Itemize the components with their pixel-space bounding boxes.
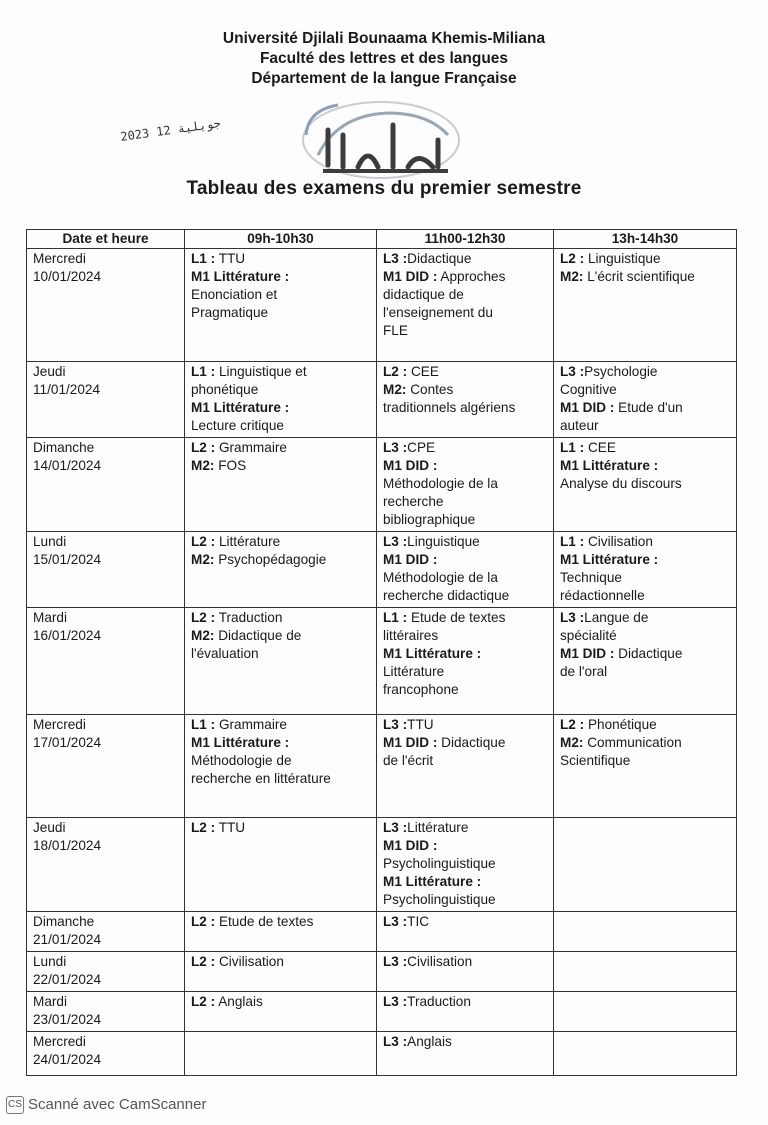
subject-text: Etude de textes <box>215 914 314 929</box>
exam-line <box>383 891 547 909</box>
level-label: L3 : <box>383 820 408 835</box>
exam-line <box>383 734 547 752</box>
level-label: L2 : <box>191 820 216 835</box>
day-name: Mardi <box>33 610 67 625</box>
level-label: L3 : <box>383 914 408 929</box>
exam-line <box>560 533 730 551</box>
level-label: L2 : <box>191 914 216 929</box>
exam-line <box>383 1033 547 1051</box>
exam-slot-cell <box>377 952 554 992</box>
subject-text: recherche didactique <box>383 588 510 603</box>
level-label: L3 : <box>383 534 408 549</box>
level-label: L3 : <box>383 251 408 266</box>
level-label: L2 : <box>191 994 216 1009</box>
subject-text: Civilisation <box>407 954 473 969</box>
exam-line <box>191 627 370 645</box>
subject-text: littéraires <box>383 628 439 643</box>
subject-text: auteur <box>560 418 599 433</box>
table-header-row <box>27 230 737 249</box>
subject-text: Enonciation et <box>191 287 278 302</box>
exam-line <box>383 381 547 399</box>
camscanner-icon: CS <box>6 1096 24 1114</box>
table-row <box>27 992 737 1032</box>
exam-line <box>383 268 547 286</box>
level-label: L3 : <box>560 364 585 379</box>
exam-slot-cell <box>554 818 737 912</box>
exam-line <box>383 953 547 971</box>
exam-line <box>560 587 730 605</box>
date-value: 18/01/2024 <box>33 838 102 853</box>
exam-line <box>383 587 547 605</box>
exam-line <box>383 439 547 457</box>
date-cell <box>27 1032 185 1076</box>
table-row <box>27 912 737 952</box>
exam-line <box>191 551 370 569</box>
exam-schedule-table <box>26 229 737 1076</box>
exam-slot-cell <box>377 438 554 532</box>
subject-text: Traduction <box>215 610 283 625</box>
subject-text: Pragmatique <box>191 305 269 320</box>
table-row <box>27 362 737 438</box>
subject-text: TTU <box>215 820 246 835</box>
page-title: Tableau des examens du premier semestre <box>186 178 582 199</box>
exam-line <box>191 304 370 322</box>
exam-line <box>560 569 730 587</box>
level-label: M1 DID : <box>560 646 615 661</box>
exam-line <box>383 913 547 931</box>
university-name: Université Djilali Bounaama Khemis-Miliana <box>222 30 546 47</box>
level-label: M1 Littérature : <box>191 269 290 284</box>
level-label: L3 : <box>383 717 408 732</box>
exam-line <box>560 752 730 770</box>
level-label: L1 : <box>191 717 216 732</box>
level-label: L2 : <box>191 440 216 455</box>
faculty-name: Faculté des lettres et des langues <box>259 50 509 67</box>
table-row <box>27 532 737 608</box>
subject-text: de l'oral <box>560 664 608 679</box>
exam-line <box>383 569 547 587</box>
day-name: Mercredi <box>33 1034 86 1049</box>
day-name: Lundi <box>33 534 67 549</box>
subject-text: recherche <box>383 494 444 509</box>
exam-line <box>191 609 370 627</box>
subject-text: TTU <box>407 717 434 732</box>
level-label: M1 DID : <box>383 552 438 567</box>
level-label: M1 Littérature : <box>560 458 659 473</box>
subject-text: francophone <box>383 682 459 697</box>
subject-text: recherche en littérature <box>191 771 331 786</box>
scanner-text: Scanné avec CamScanner <box>28 1096 207 1113</box>
exam-slot-cell <box>554 362 737 438</box>
subject-text: Traduction <box>407 994 471 1009</box>
level-label: L2 : <box>191 610 216 625</box>
level-label: M2: <box>560 269 584 284</box>
exam-line <box>383 855 547 873</box>
exam-slot-cell <box>377 608 554 715</box>
level-label: M1 DID : <box>383 458 438 473</box>
exam-line <box>383 993 547 1011</box>
exam-line <box>191 913 370 931</box>
subject-text: TTU <box>215 251 246 266</box>
level-label: L3 : <box>383 994 408 1009</box>
exam-line <box>191 953 370 971</box>
table-row <box>27 608 737 715</box>
level-label: L1 : <box>191 364 216 379</box>
subject-text: phonétique <box>191 382 259 397</box>
exam-line <box>191 819 370 837</box>
subject-text: Scientifique <box>560 753 631 768</box>
level-label: L1 : <box>560 534 585 549</box>
level-label: M1 DID : <box>560 400 615 415</box>
level-label: L3 : <box>383 1034 408 1049</box>
subject-text: traditionnels algériens <box>383 400 516 415</box>
exam-line <box>383 322 547 340</box>
exam-slot-cell <box>185 715 377 818</box>
exam-line <box>191 734 370 752</box>
exam-line <box>383 475 547 493</box>
subject-text: Didactique <box>614 646 683 661</box>
subject-text: l'enseignement du <box>383 305 493 320</box>
subject-text: Linguistique <box>584 251 661 266</box>
exam-slot-cell <box>377 249 554 362</box>
exam-slot-cell <box>377 912 554 952</box>
exam-line <box>191 417 370 435</box>
table-row <box>27 818 737 912</box>
day-name: Lundi <box>33 954 67 969</box>
column-header-date: Date et heure <box>27 230 185 249</box>
date-value: 11/01/2024 <box>33 382 101 397</box>
subject-text: Lecture critique <box>191 418 284 433</box>
date-cell <box>27 438 185 532</box>
subject-text: Civilisation <box>584 534 653 549</box>
subject-text: l'évaluation <box>191 646 259 661</box>
exam-line <box>383 457 547 475</box>
exam-slot-cell <box>185 438 377 532</box>
subject-text: spécialité <box>560 628 617 643</box>
level-label: M1 DID : <box>383 838 438 853</box>
exam-line <box>560 645 730 663</box>
date-value: 22/01/2024 <box>33 972 102 987</box>
exam-line <box>191 716 370 734</box>
exam-line <box>191 399 370 417</box>
exam-slot-cell <box>554 608 737 715</box>
column-header-slot-1: 09h-10h30 <box>185 230 377 249</box>
date-value: 24/01/2024 <box>33 1052 102 1067</box>
exam-line <box>560 716 730 734</box>
handwritten-date: 2023 جويلية 12 <box>119 116 222 144</box>
level-label: M1 DID : <box>383 735 438 750</box>
level-label: M2: <box>191 458 215 473</box>
subject-text: FLE <box>383 323 408 338</box>
subject-text: CEE <box>584 440 616 455</box>
table-row <box>27 715 737 818</box>
level-label: M1 Littérature : <box>383 646 482 661</box>
exam-line <box>191 993 370 1011</box>
exam-line <box>560 663 730 681</box>
table-row <box>27 952 737 992</box>
scanner-footer <box>6 1096 206 1114</box>
exam-line <box>191 752 370 770</box>
date-value: 23/01/2024 <box>33 1012 102 1027</box>
exam-line <box>560 417 730 435</box>
subject-text: Psychopédagogie <box>214 552 327 567</box>
exam-slot-cell <box>185 992 377 1032</box>
date-value: 14/01/2024 <box>33 458 102 473</box>
day-name: Mardi <box>33 994 67 1009</box>
exam-line <box>191 250 370 268</box>
exam-line <box>383 493 547 511</box>
exam-line <box>383 837 547 855</box>
exam-line <box>560 734 730 752</box>
level-label: M1 Littérature : <box>560 552 659 567</box>
exam-slot-cell <box>185 532 377 608</box>
exam-line <box>383 716 547 734</box>
department-name: Département de la langue Française <box>251 70 517 87</box>
subject-text: rédactionnelle <box>560 588 645 603</box>
subject-text: FOS <box>214 458 247 473</box>
exam-slot-cell <box>554 992 737 1032</box>
subject-text: Didactique <box>437 735 506 750</box>
exam-slot-cell <box>185 249 377 362</box>
exam-line <box>383 286 547 304</box>
table-row <box>27 438 737 532</box>
subject-text: Anglais <box>215 994 263 1009</box>
exam-line <box>560 627 730 645</box>
level-label: M1 DID : <box>383 269 438 284</box>
exam-line <box>191 645 370 663</box>
exam-slot-cell <box>185 362 377 438</box>
exam-line <box>191 439 370 457</box>
exam-line <box>560 381 730 399</box>
date-value: 15/01/2024 <box>33 552 102 567</box>
level-label: M2: <box>560 735 584 750</box>
day-name: Dimanche <box>33 914 95 929</box>
table-row <box>27 1032 737 1076</box>
date-cell <box>27 608 185 715</box>
subject-text: Littérature <box>383 664 445 679</box>
subject-text: Psycholinguistique <box>383 856 496 871</box>
level-label: M1 Littérature : <box>191 735 290 750</box>
exam-line <box>383 250 547 268</box>
exam-line <box>191 286 370 304</box>
level-label: L3 : <box>560 610 585 625</box>
exam-slot-cell <box>185 818 377 912</box>
date-cell <box>27 532 185 608</box>
subject-text: de l'écrit <box>383 753 434 768</box>
subject-text: Didactique <box>407 251 472 266</box>
date-cell <box>27 715 185 818</box>
exam-slot-cell <box>185 608 377 715</box>
exam-slot-cell <box>554 952 737 992</box>
subject-text: Méthodologie de la <box>383 476 498 491</box>
university-logo-icon <box>298 95 464 181</box>
subject-text: didactique de <box>383 287 464 302</box>
subject-text: Grammaire <box>215 717 287 732</box>
exam-slot-cell <box>377 818 554 912</box>
exam-line <box>560 268 730 286</box>
subject-text: Méthodologie de <box>191 753 292 768</box>
subject-text: TIC <box>407 914 430 929</box>
subject-text: Civilisation <box>215 954 284 969</box>
exam-slot-cell <box>377 532 554 608</box>
exam-slot-cell <box>185 952 377 992</box>
subject-text: Etude d'un <box>614 400 683 415</box>
exam-line <box>383 304 547 322</box>
exam-line <box>383 627 547 645</box>
exam-line <box>383 609 547 627</box>
exam-slot-cell <box>554 532 737 608</box>
subject-text: Linguistique <box>407 534 480 549</box>
exam-line <box>560 475 730 493</box>
subject-text: Phonétique <box>584 717 657 732</box>
level-label: L1 : <box>191 251 216 266</box>
subject-text: Langue de <box>584 610 649 625</box>
day-name: Mercredi <box>33 717 86 732</box>
exam-line <box>383 681 547 699</box>
column-header-slot-3: 13h-14h30 <box>554 230 737 249</box>
table-row <box>27 249 737 362</box>
exam-line <box>191 268 370 286</box>
subject-text: Analyse du discours <box>560 476 682 491</box>
exam-line <box>383 511 547 529</box>
day-name: Jeudi <box>33 820 66 835</box>
exam-line <box>560 439 730 457</box>
level-label: L2 : <box>560 251 585 266</box>
level-label: L2 : <box>191 954 216 969</box>
subject-text: Grammaire <box>215 440 287 455</box>
exam-line <box>191 533 370 551</box>
subject-text: L'écrit scientifique <box>583 269 695 284</box>
exam-line <box>383 663 547 681</box>
subject-text: Psychologie <box>584 364 658 379</box>
level-label: L2 : <box>191 534 216 549</box>
date-value: 21/01/2024 <box>33 932 102 947</box>
date-value: 10/01/2024 <box>33 269 102 284</box>
level-label: L2 : <box>560 717 585 732</box>
exam-line <box>383 819 547 837</box>
date-cell <box>27 992 185 1032</box>
level-label: L3 : <box>383 954 408 969</box>
exam-slot-cell <box>554 438 737 532</box>
day-name: Jeudi <box>33 364 66 379</box>
exam-line <box>191 381 370 399</box>
exam-line <box>560 457 730 475</box>
level-label: M2: <box>383 382 407 397</box>
level-label: L3 : <box>383 440 408 455</box>
date-cell <box>27 818 185 912</box>
exam-line <box>560 363 730 381</box>
date-cell <box>27 912 185 952</box>
subject-text: Psycholinguistique <box>383 892 496 907</box>
exam-line <box>383 533 547 551</box>
level-label: M1 Littérature : <box>383 874 482 889</box>
date-cell <box>27 362 185 438</box>
subject-text: Littérature <box>407 820 469 835</box>
exam-line <box>383 873 547 891</box>
exam-slot-cell <box>554 1032 737 1076</box>
subject-text: Technique <box>560 570 622 585</box>
level-label: M2: <box>191 552 215 567</box>
exam-line <box>560 551 730 569</box>
day-name: Dimanche <box>33 440 95 455</box>
level-label: L2 : <box>383 364 408 379</box>
exam-line <box>383 752 547 770</box>
subject-text: Anglais <box>407 1034 452 1049</box>
exam-line <box>560 250 730 268</box>
exam-slot-cell <box>554 912 737 952</box>
level-label: M2: <box>191 628 215 643</box>
level-label: L1 : <box>383 610 408 625</box>
subject-text: CEE <box>407 364 439 379</box>
exam-line <box>560 609 730 627</box>
exam-line <box>191 363 370 381</box>
exam-line <box>191 457 370 475</box>
column-header-slot-2: 11h00-12h30 <box>377 230 554 249</box>
exam-line <box>191 770 370 788</box>
exam-line <box>383 363 547 381</box>
exam-line <box>383 399 547 417</box>
exam-slot-cell <box>554 249 737 362</box>
subject-text: CPE <box>407 440 436 455</box>
exam-line <box>383 551 547 569</box>
level-label: M1 Littérature : <box>191 400 290 415</box>
subject-text: Communication <box>583 735 682 750</box>
exam-slot-cell <box>377 715 554 818</box>
level-label: L1 : <box>560 440 585 455</box>
exam-slot-cell <box>185 912 377 952</box>
exam-slot-cell <box>185 1032 377 1076</box>
day-name: Mercredi <box>33 251 86 266</box>
exam-line <box>560 399 730 417</box>
date-value: 16/01/2024 <box>33 628 102 643</box>
subject-text: Linguistique et <box>215 364 307 379</box>
date-cell <box>27 249 185 362</box>
subject-text: Approches <box>437 269 506 284</box>
exam-slot-cell <box>377 362 554 438</box>
exam-slot-cell <box>554 715 737 818</box>
subject-text: Contes <box>406 382 454 397</box>
subject-text: Cognitive <box>560 382 617 397</box>
exam-slot-cell <box>377 992 554 1032</box>
subject-text: Littérature <box>215 534 281 549</box>
subject-text: Etude de textes <box>407 610 506 625</box>
date-cell <box>27 952 185 992</box>
exam-line <box>383 645 547 663</box>
date-value: 17/01/2024 <box>33 735 102 750</box>
exam-slot-cell <box>377 1032 554 1076</box>
subject-text: Didactique de <box>214 628 302 643</box>
subject-text: Méthodologie de la <box>383 570 498 585</box>
subject-text: bibliographique <box>383 512 476 527</box>
